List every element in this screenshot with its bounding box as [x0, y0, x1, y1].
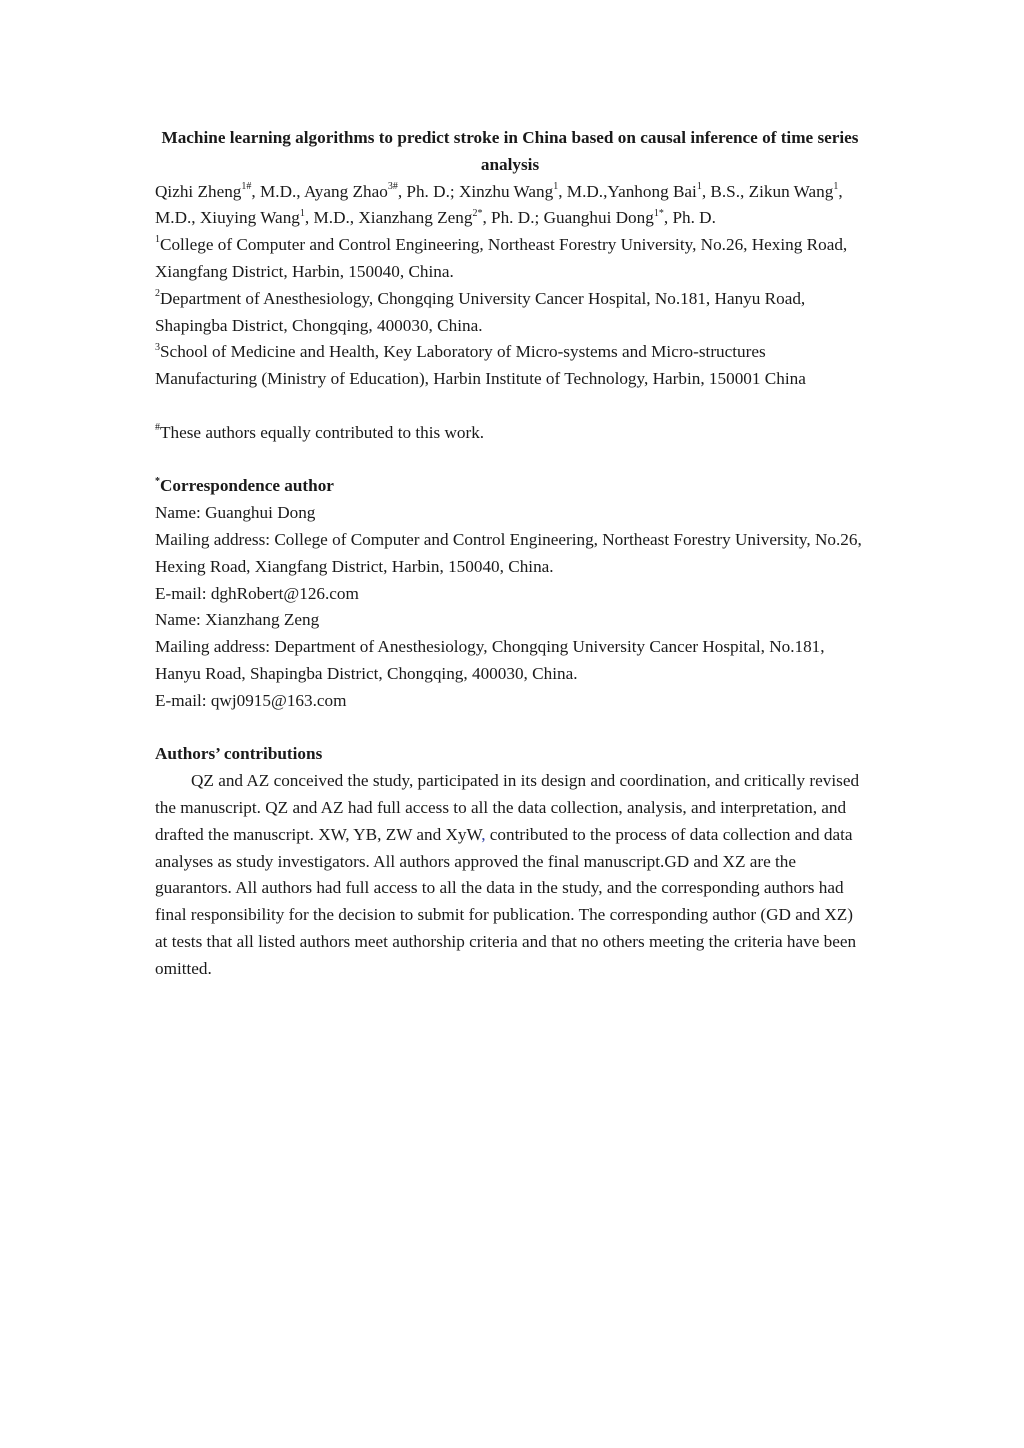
author-name: Xinzhu Wang — [458, 181, 554, 201]
contributions-text-part-1: QZ and AZ conceived the study, participated in its design and coordination, and critically revised the manuscript. QZ and AZ had full access to all the data collection, analysis, and interpretation, and drafted the manuscript. XW, YB, ZW and XyW — [155, 771, 860, 844]
author-affiliation-mark: 1 — [696, 180, 702, 192]
paper-title: Machine learning algorithms to predict stroke in China based on causal inference of time series analysis — [161, 128, 859, 174]
author-degree: , M.D., — [304, 208, 355, 228]
correspondent-2-name: Name: Xianzhang Zeng — [155, 610, 320, 630]
correspondence-heading — [155, 473, 865, 500]
author-affiliation-mark: 3# — [387, 180, 398, 192]
affiliation-3-number: 3 — [155, 341, 160, 353]
spacer — [155, 447, 865, 474]
author-degree: , M.D., — [558, 181, 608, 201]
contributions-text-part-2: contributed to the process of data collection and data analyses as study investigators. All authors approved the final manuscript.GD and XZ are the guarantors. All authors had full access to all the data in the study, and the corresponding authors had final responsibility for the decision to submit for publication. The corresponding author (GD and XZ) at tests that all listed authors meet authorship criteria and that no others meeting the criteria have been omitted. — [155, 824, 857, 978]
correspondent-1-address: Mailing address: College of Computer and Control Engineering, Northeast Forestry University, No.26, Hexing Road, Xiangfang District, Harbin, 150040, China. — [155, 529, 862, 576]
author-degree: , M.D., — [251, 181, 301, 201]
correspondent-2-address: Mailing address: Department of Anesthesiology, Chongqing University Cancer Hospital, No.181, Hanyu Road, Shapingba District, Chongqing, 400030, China. — [155, 637, 825, 683]
affiliation-1-number: 1 — [155, 234, 160, 246]
equal-contribution-note — [155, 420, 865, 447]
author-affiliation-mark: 1* — [653, 207, 664, 219]
correspondence-symbol: * — [155, 475, 160, 487]
contributions-comma: , — [481, 824, 486, 844]
correspondence-heading-text: Correspondence author — [160, 476, 334, 496]
equal-note-text: These authors equally contributed to this work. — [160, 422, 485, 442]
equal-note-symbol: # — [155, 422, 160, 434]
author-affiliation-mark: 1# — [241, 180, 252, 192]
correspondent-1-name: Name: Guanghui Dong — [155, 503, 316, 523]
affiliation-2-text: Department of Anesthesiology, Chongqing University Cancer Hospital, No.181, Hanyu Road, Shapingba District, Chongqing, 400030, China. — [155, 288, 806, 335]
author-name: Xiuying Wang — [199, 208, 300, 228]
author-name: Xianzhang Zeng — [358, 208, 473, 228]
affiliation-3 — [155, 339, 865, 393]
affiliation-2-number: 2 — [155, 288, 160, 300]
spacer — [155, 393, 865, 420]
affiliation-1-text: College of Computer and Control Engineering, Northeast Forestry University, No.26, Hexing Road, Xiangfang District, Harbin, 150040, China. — [155, 235, 848, 281]
author-name: Guanghui Dong — [543, 208, 654, 228]
author-degree: , Ph. D.; — [482, 208, 540, 228]
affiliation-1 — [155, 232, 865, 286]
affiliation-2 — [155, 286, 865, 340]
author-affiliation-mark: 1 — [553, 180, 559, 192]
author-degree: , Ph. D.; — [397, 181, 455, 201]
author-affiliation-mark: 1 — [833, 180, 839, 192]
author-degree: , Ph. D. — [663, 208, 716, 228]
author-degree: , M.D., — [155, 181, 843, 228]
affiliation-3-text: School of Medicine and Health, Key Laboratory of Micro-systems and Micro-structures Manufacturing (Ministry of Education), Harbin Institute of Technology, Harbin, 150001 China — [155, 342, 806, 389]
author-affiliation-mark: 2* — [472, 207, 483, 219]
author-list — [155, 179, 865, 233]
author-name: Zikun Wang — [748, 181, 834, 201]
correspondent-2-email: E-mail: qwj0915@163.com — [155, 690, 347, 710]
spacer — [155, 715, 865, 742]
contributions-paragraph — [155, 768, 865, 982]
author-name: Yanhong Bai — [607, 181, 697, 201]
correspondent-1-email: E-mail: dghRobert@126.com — [155, 583, 359, 603]
paper-page — [155, 125, 865, 983]
author-name: Qizhi Zheng — [155, 181, 242, 201]
contributions-heading: Authors’ contributions — [155, 744, 323, 764]
author-affiliation-mark: 1 — [299, 207, 305, 219]
author-degree: , B.S., — [701, 181, 745, 201]
author-name: Ayang Zhao — [303, 181, 388, 201]
